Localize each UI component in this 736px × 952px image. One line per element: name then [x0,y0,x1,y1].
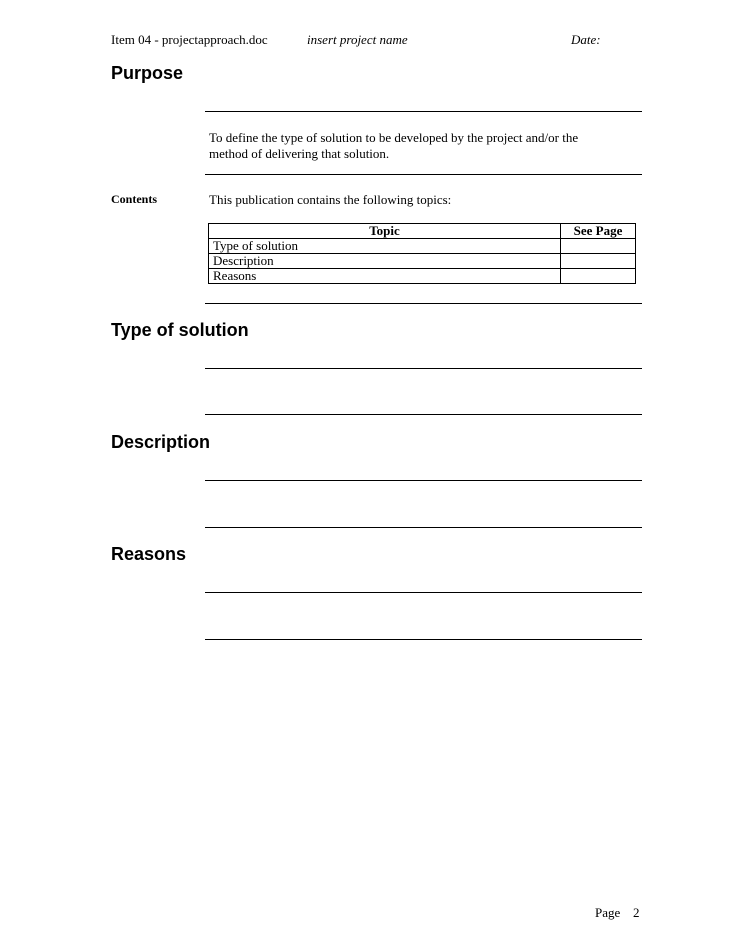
type-of-solution-heading: Type of solution [111,320,249,340]
table-cell-topic: Description [209,254,561,269]
divider [205,480,642,481]
table-row [209,254,636,269]
table-header-row [209,224,636,239]
divider [205,303,642,304]
purpose-text [209,130,578,162]
divider [205,639,642,640]
divider [205,174,642,175]
divider [205,111,642,112]
footer-page-number: 2 [633,905,640,920]
header-project-name: insert project name [307,32,408,47]
purpose-text-line: To define the type of solution to be developed by the project and/or the [209,130,579,145]
purpose-heading: Purpose [111,63,184,83]
table-header-topic: Topic [209,224,561,239]
purpose-text-line: method of delivering that solution. [209,146,390,161]
divider [205,527,642,528]
contents-intro: This publication contains the following topics: [209,192,452,207]
table-cell-topic: Reasons [209,269,561,284]
header-filename: Item 04 - projectapproach.doc [111,32,268,47]
table-cell-page [561,254,636,269]
reasons-heading: Reasons [111,544,187,564]
footer-page-label: Page [595,905,621,920]
topics-table [208,223,636,284]
table-cell-topic: Type of solution [209,239,561,254]
divider [205,368,642,369]
table-header-see-page: See Page [561,224,636,239]
divider [205,592,642,593]
header-date-label: Date: [571,32,601,47]
description-heading: Description [111,432,211,452]
contents-label: Contents [111,192,158,206]
divider [205,414,642,415]
table-row [209,269,636,284]
table-cell-page [561,239,636,254]
table-cell-page [561,269,636,284]
table-row [209,239,636,254]
